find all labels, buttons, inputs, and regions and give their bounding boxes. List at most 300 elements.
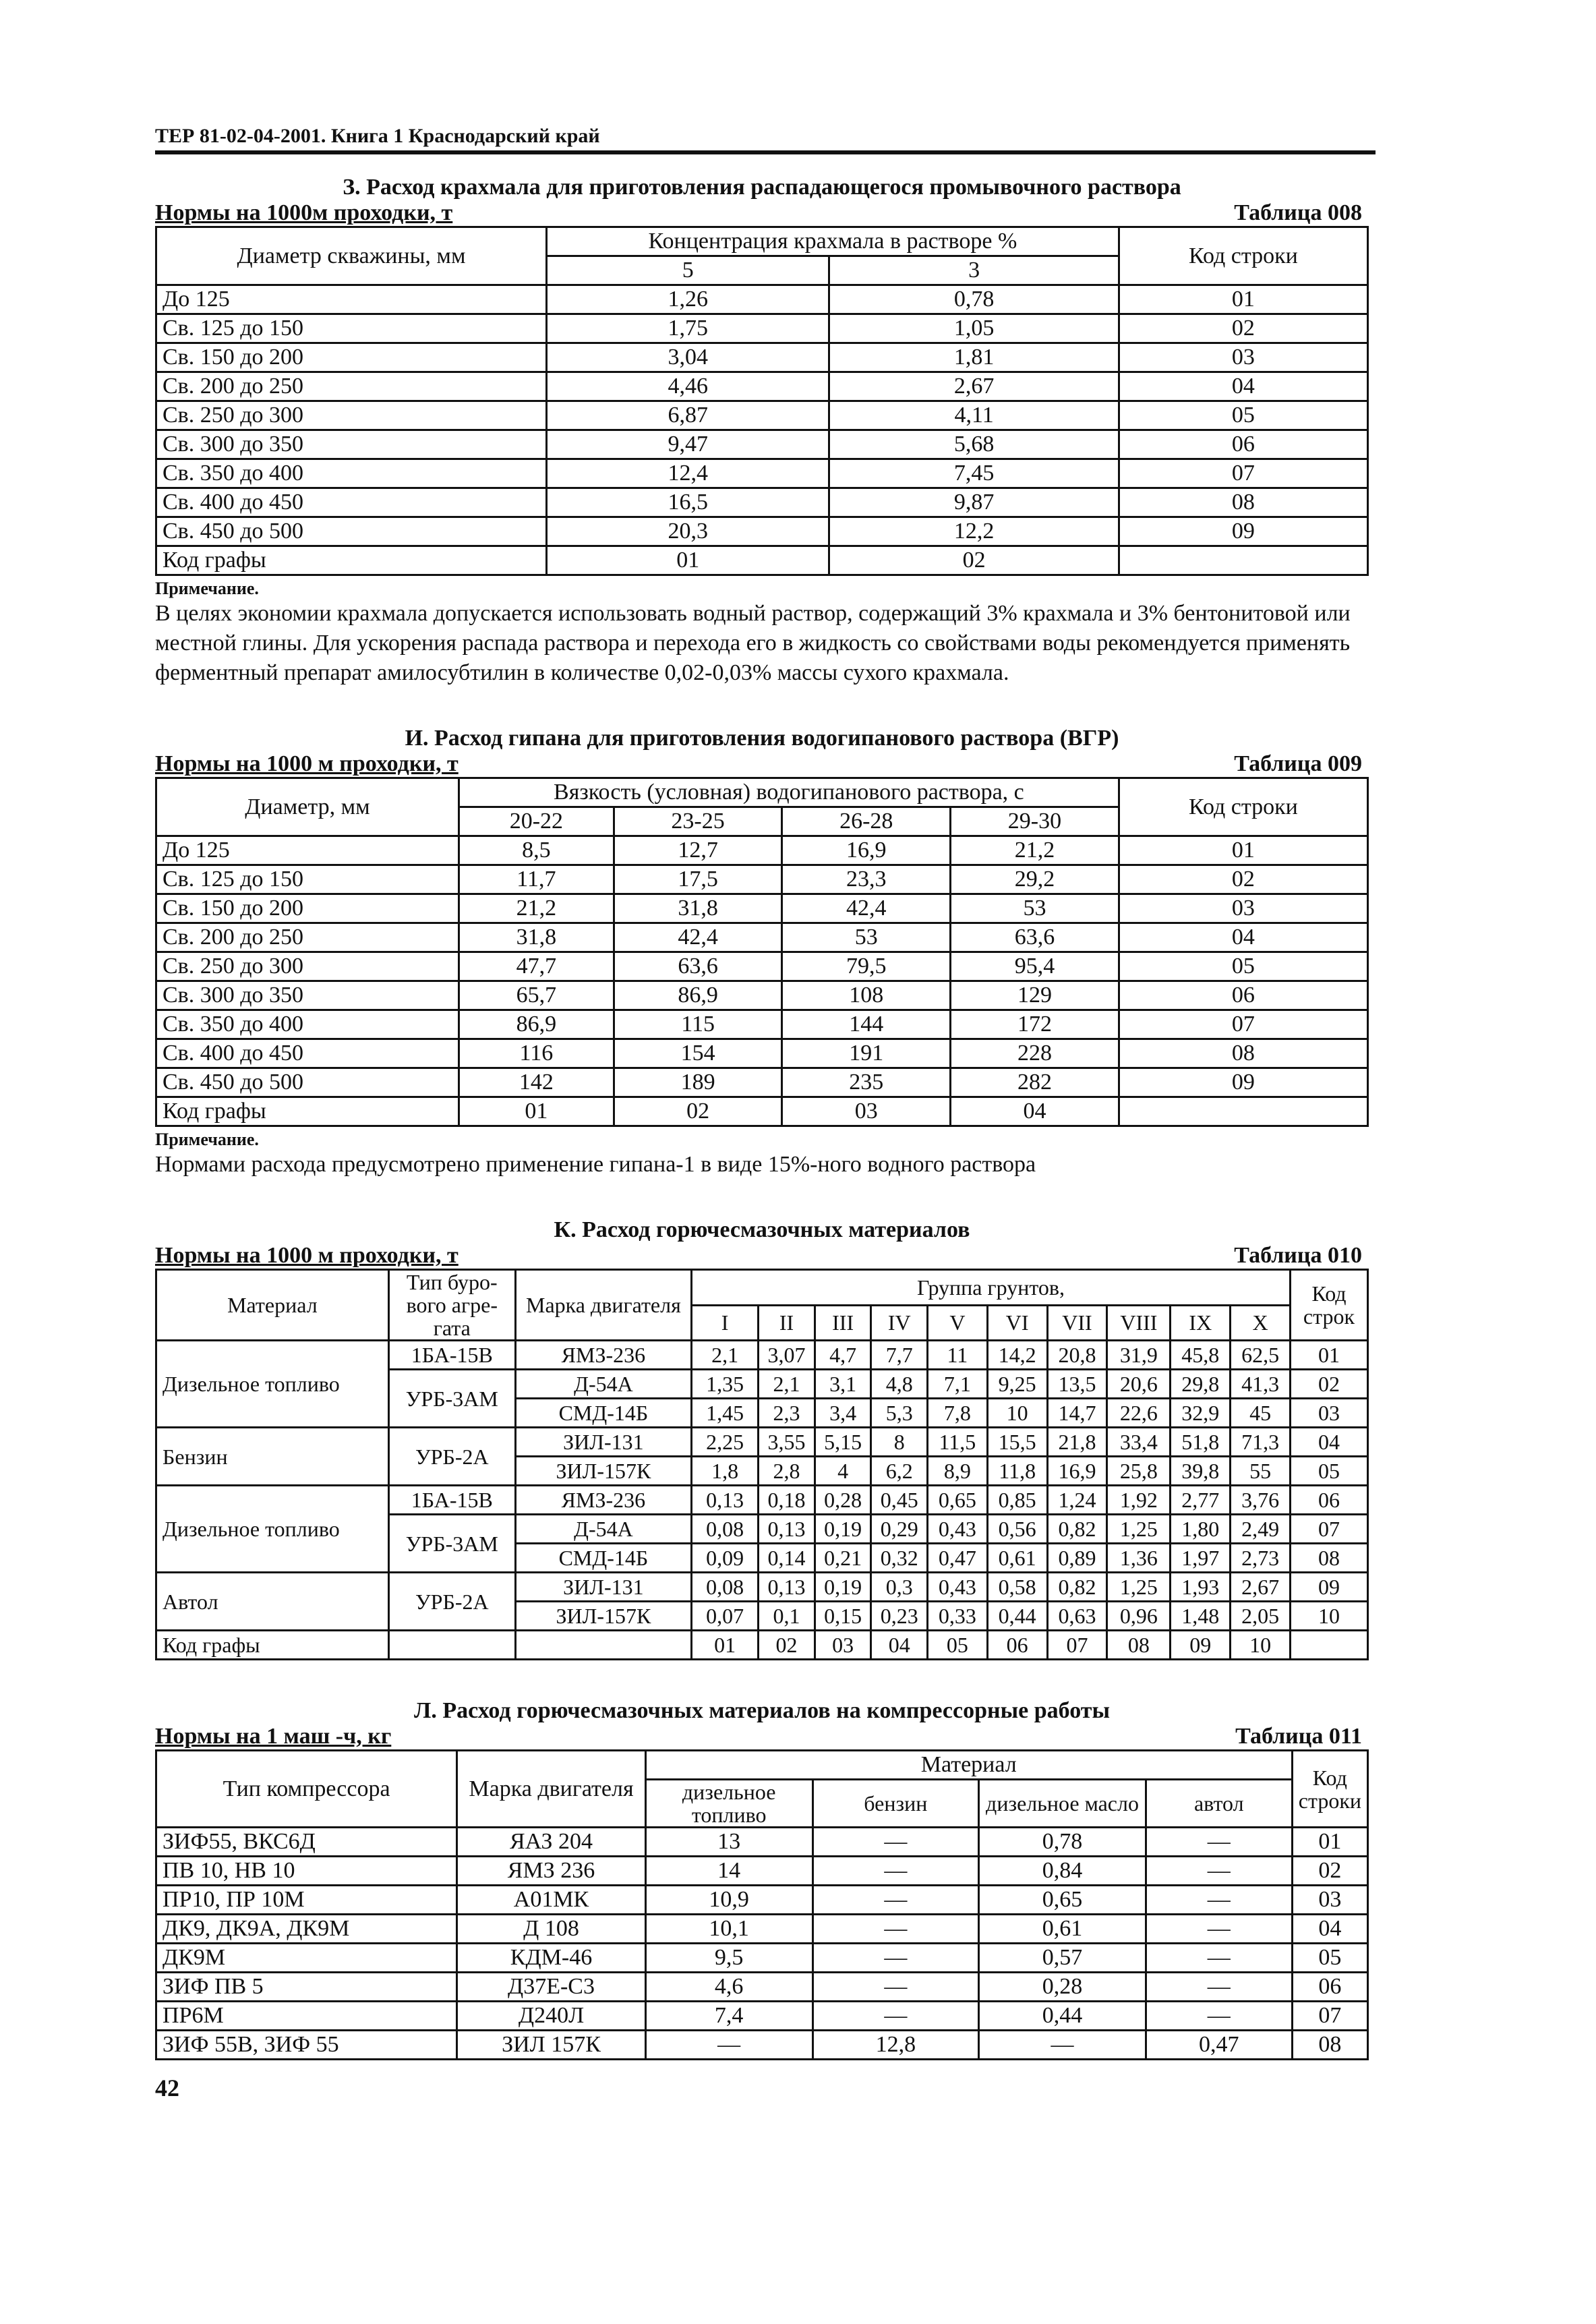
material-cell: Дизельное топливо (156, 1341, 389, 1428)
table-cell: 282 (951, 1068, 1119, 1097)
table-row (156, 1039, 1368, 1068)
col-header-material: Материал (645, 1751, 1292, 1780)
running-header: ТЕР 81-02-04-2001. Книга 1 Краснодарский край (155, 125, 1376, 154)
table-cell: 21,2 (951, 836, 1119, 865)
table-cell: 01 (1290, 1341, 1367, 1370)
norm-label: Нормы на 1000 м проходки, т (155, 751, 459, 776)
table-cell: 08 (1107, 1631, 1171, 1660)
rig-cell: УРБ-2А (388, 1573, 515, 1631)
table-cell: 4,11 (829, 401, 1119, 430)
table-cell: 4,7 (815, 1341, 871, 1370)
table-row (156, 1341, 1368, 1370)
table-cell: 189 (614, 1068, 782, 1097)
table-cell: 03 (1119, 343, 1367, 372)
table-row (156, 517, 1368, 546)
table-cell: 07 (1290, 1515, 1367, 1544)
table-row (156, 1068, 1368, 1097)
table-cell: 02 (1119, 865, 1367, 894)
table-cell: 45 (1231, 1399, 1291, 1428)
table-cell: 79,5 (782, 952, 951, 981)
table-cell: 2,25 (692, 1428, 759, 1457)
table-cell: 8,9 (927, 1457, 987, 1486)
table-cell: 31,8 (459, 923, 614, 952)
table-cell: 0,21 (815, 1544, 871, 1573)
table-cell: 0,57 (979, 1944, 1146, 1973)
table-cell: 02 (614, 1097, 782, 1126)
table-cell: 0,89 (1047, 1544, 1107, 1573)
table-cell: 32,9 (1171, 1399, 1231, 1428)
table-body (156, 836, 1368, 1126)
section-011 (155, 1698, 1369, 2060)
table-cell: 01 (459, 1097, 614, 1126)
material-cell: Автол (156, 1573, 389, 1631)
table-cell: 191 (782, 1039, 951, 1068)
table-cell: 12,2 (829, 517, 1119, 546)
material-cell: Дизельное топливо (156, 1486, 389, 1573)
table-cell: — (812, 1915, 979, 1944)
code-row (156, 1097, 1368, 1126)
col-header-engine: Марка двигателя (515, 1270, 691, 1341)
table-cell: 07 (1119, 1010, 1367, 1039)
table-cell: — (645, 2031, 812, 2060)
table-011 (155, 1749, 1369, 2060)
table-cell: 142 (459, 1068, 614, 1097)
table-009 (155, 777, 1369, 1127)
table-cell: Св. 150 до 200 (156, 343, 547, 372)
table-cell: 1,81 (829, 343, 1119, 372)
table-cell: 9,47 (547, 430, 829, 459)
table-cell: 116 (459, 1039, 614, 1068)
table-row (156, 1944, 1368, 1973)
table-row (156, 314, 1368, 343)
empty-cell (515, 1631, 691, 1660)
table-cell: 42,4 (614, 923, 782, 952)
col-header-material: Материал (156, 1270, 389, 1341)
table-cell: 05 (1290, 1457, 1367, 1486)
table-cell: 02 (829, 546, 1119, 575)
table-cell: 0,65 (979, 1886, 1146, 1915)
empty-cell (388, 1631, 515, 1660)
table-cell: 0,84 (979, 1857, 1146, 1886)
table-cell: 53 (782, 923, 951, 952)
table-cell: Св. 200 до 250 (156, 372, 547, 401)
table-row (156, 1973, 1368, 2002)
table-row (156, 2031, 1368, 2060)
table-cell: 0,13 (692, 1486, 759, 1515)
table-cell: 02 (759, 1631, 815, 1660)
table-cell: 04 (1290, 1428, 1367, 1457)
table-cell: 53 (951, 894, 1119, 923)
col-header-group: IV (871, 1305, 928, 1341)
norm-line-008 (155, 200, 1362, 226)
table-cell: 0,28 (815, 1486, 871, 1515)
table-body (156, 1828, 1368, 2060)
table-cell: 5,68 (829, 430, 1119, 459)
table-cell: 228 (951, 1039, 1119, 1068)
table-cell: 23,3 (782, 865, 951, 894)
col-header-group: V (927, 1305, 987, 1341)
table-cell: 172 (951, 1010, 1119, 1039)
norm-line-010 (155, 1243, 1362, 1269)
table-cell: 0,23 (871, 1602, 928, 1631)
table-010 (155, 1269, 1369, 1660)
table-row (156, 923, 1368, 952)
table-cell: 13 (645, 1828, 812, 1857)
table-cell: 15,5 (987, 1428, 1047, 1457)
rig-cell: УРБ-2А (388, 1428, 515, 1486)
table-cell: 0,09 (692, 1544, 759, 1573)
table-cell: 0,13 (759, 1515, 815, 1544)
table-cell: 10 (1290, 1602, 1367, 1631)
table-row (156, 836, 1368, 865)
table-cell: Д37Е-С3 (457, 1973, 646, 2002)
norm-label: Нормы на 1 маш -ч, кг (155, 1724, 392, 1749)
table-row (156, 1857, 1368, 1886)
table-cell: 2,8 (759, 1457, 815, 1486)
table-label: Таблица 010 (1234, 1243, 1362, 1268)
table-cell: Св. 150 до 200 (156, 894, 459, 923)
col-header-group: VIII (1107, 1305, 1171, 1341)
norm-line-009 (155, 751, 1362, 777)
table-cell: 4,46 (547, 372, 829, 401)
table-cell: ЗИФ ПВ 5 (156, 1973, 457, 2002)
table-cell: 06 (987, 1631, 1047, 1660)
table-cell: 3,55 (759, 1428, 815, 1457)
table-cell: 31,8 (614, 894, 782, 923)
table-cell: Св. 300 до 350 (156, 430, 547, 459)
table-cell: 08 (1290, 1544, 1367, 1573)
table-cell: 7,4 (645, 2002, 812, 2031)
table-cell: 45,8 (1171, 1341, 1231, 1370)
table-cell: ЗИФ55, ВКС6Д (156, 1828, 457, 1857)
table-cell: 07 (1119, 459, 1367, 488)
col-header-diameter: Диаметр, мм (156, 778, 459, 836)
table-cell: 0,28 (979, 1973, 1146, 2002)
table-cell: 25,8 (1107, 1457, 1171, 1486)
table-cell (1119, 1097, 1367, 1126)
table-cell: 09 (1119, 1068, 1367, 1097)
col-header-code: Код строки (1119, 778, 1367, 836)
table-cell: ЗИЛ-157К (515, 1602, 691, 1631)
table-cell: 03 (1119, 894, 1367, 923)
table-cell: 7,7 (871, 1341, 928, 1370)
col-header-viscosity: Вязкость (условная) водогипанового раствора, с (459, 778, 1119, 807)
col-header-compressor-type: Тип компрессора (156, 1751, 457, 1828)
table-cell: 3,1 (815, 1370, 871, 1399)
section-title-008: З. Расход крахмала для приготовления распадающегося промывочного раствора (343, 175, 1181, 200)
table-cell: Св. 350 до 400 (156, 459, 547, 488)
table-cell: ЯМЗ 236 (457, 1857, 646, 1886)
section-title-011: Л. Расход горючесмазочных материалов на компрессорные работы (413, 1698, 1110, 1723)
table-cell: 08 (1119, 488, 1367, 517)
col-header-5pct: 5 (547, 256, 829, 285)
table-cell: Св. 125 до 150 (156, 314, 547, 343)
table-cell: 8,5 (459, 836, 614, 865)
table-cell: 0,45 (871, 1486, 928, 1515)
table-cell: 65,7 (459, 981, 614, 1010)
table-cell: 10 (987, 1399, 1047, 1428)
col-header-group: VI (987, 1305, 1047, 1341)
table-row (156, 488, 1368, 517)
table-cell: 1,26 (547, 285, 829, 314)
table-cell: ПР10, ПР 10М (156, 1886, 457, 1915)
table-cell: 0,29 (871, 1515, 928, 1544)
table-body (156, 285, 1368, 575)
table-cell: 05 (1119, 401, 1367, 430)
empty-cell (1290, 1631, 1367, 1660)
table-cell: ЗИЛ-157К (515, 1457, 691, 1486)
table-cell: ПР6М (156, 2002, 457, 2031)
table-cell: ДК9М (156, 1944, 457, 1973)
table-cell: 04 (1119, 923, 1367, 952)
table-cell: 0,78 (829, 285, 1119, 314)
table-cell: 2,67 (829, 372, 1119, 401)
col-header-concentration: Концентрация крахмала в растворе % (547, 227, 1119, 256)
col-header-diameter: Диаметр скважины, мм (156, 227, 547, 285)
table-cell: ДК9, ДК9А, ДК9М (156, 1915, 457, 1944)
table-cell: 31,9 (1107, 1341, 1171, 1370)
table-cell: 14,2 (987, 1341, 1047, 1370)
table-cell: Св. 450 до 500 (156, 517, 547, 546)
table-cell: 235 (782, 1068, 951, 1097)
table-cell: Код графы (156, 546, 547, 575)
table-cell: 0,33 (927, 1602, 987, 1631)
table-cell: 1,80 (1171, 1515, 1231, 1544)
table-cell: 41,3 (1231, 1370, 1291, 1399)
table-row (156, 1915, 1368, 1944)
table-cell: 2,67 (1231, 1573, 1291, 1602)
note-text: В целях экономии крахмала допускается использовать водный раствор, содержащий 3% крахмала и 3% бентонитовой или местной глины. Для ускорения распада раствора и перехода его в жидкость со свойствами воды рекомендуется применять ферментный препарат амилосубтилин в количестве 0,02-0,03% массы сухого крахмала. (155, 601, 1351, 685)
section-title-010: К. Расход горючесмазочных материалов (554, 1217, 970, 1242)
table-cell: 20,6 (1107, 1370, 1171, 1399)
note-heading: Примечание. (155, 1130, 259, 1149)
table-cell: Св. 400 до 450 (156, 488, 547, 517)
table-cell: 02 (1292, 1857, 1367, 1886)
table-cell: 42,4 (782, 894, 951, 923)
table-cell: Св. 250 до 300 (156, 952, 459, 981)
col-header-soil-groups: Группа грунтов, (692, 1270, 1291, 1306)
table-cell: А01МК (457, 1886, 646, 1915)
table-cell: 2,3 (759, 1399, 815, 1428)
table-cell: — (1146, 2002, 1292, 2031)
norm-label: Нормы на 1000м проходки, т (155, 200, 453, 225)
table-cell: Код графы (156, 1097, 459, 1126)
col-header-group: IX (1171, 1305, 1231, 1341)
table-cell: 0,96 (1107, 1602, 1171, 1631)
col-header-v1: 20-22 (459, 807, 614, 836)
table-cell: 154 (614, 1039, 782, 1068)
table-cell: 11 (927, 1341, 987, 1370)
section-008 (155, 175, 1369, 688)
table-cell: 01 (692, 1631, 759, 1660)
col-header-3pct: 3 (829, 256, 1119, 285)
section-title-009: И. Расход гипана для приготовления водогипанового раствора (ВГР) (405, 726, 1119, 751)
table-cell: 0,47 (1146, 2031, 1292, 2060)
table-cell: 06 (1119, 981, 1367, 1010)
table-cell: 0,07 (692, 1602, 759, 1631)
table-cell: 14,7 (1047, 1399, 1107, 1428)
section-010 (155, 1217, 1369, 1660)
table-row (156, 1428, 1368, 1457)
table-cell: 6,87 (547, 401, 829, 430)
table-cell: 20,3 (547, 517, 829, 546)
table-cell: 0,14 (759, 1544, 815, 1573)
table-row (156, 401, 1368, 430)
rig-cell: 1БА-15В (388, 1486, 515, 1515)
table-cell: 2,05 (1231, 1602, 1291, 1631)
table-cell: 51,8 (1171, 1428, 1231, 1457)
table-cell: Св. 250 до 300 (156, 401, 547, 430)
table-cell: 0,08 (692, 1573, 759, 1602)
table-cell: 63,6 (614, 952, 782, 981)
table-cell: 01 (1292, 1828, 1367, 1857)
table-cell: — (1146, 1828, 1292, 1857)
table-label: Таблица 008 (1234, 200, 1362, 225)
table-cell: 0,44 (987, 1602, 1047, 1631)
table-row (156, 1573, 1368, 1602)
rig-cell: УРБ-3АМ (388, 1515, 515, 1573)
table-cell: — (812, 1973, 979, 2002)
col-header-diesel-oil: дизельное масло (979, 1780, 1146, 1828)
table-cell: ЯМЗ-236 (515, 1341, 691, 1370)
table-cell: 09 (1119, 517, 1367, 546)
col-header-code: Код строк (1290, 1270, 1367, 1341)
table-cell: До 125 (156, 836, 459, 865)
table-cell: 0,18 (759, 1486, 815, 1515)
table-cell: 10,1 (645, 1915, 812, 1944)
col-header-petrol: бензин (812, 1780, 979, 1828)
table-cell: — (1146, 1857, 1292, 1886)
table-cell: 4 (815, 1457, 871, 1486)
table-cell: ЗИЛ-131 (515, 1428, 691, 1457)
table-cell: 0,61 (987, 1544, 1047, 1573)
table-cell: 33,4 (1107, 1428, 1171, 1457)
table-cell: Д-54А (515, 1370, 691, 1399)
table-cell: 13,5 (1047, 1370, 1107, 1399)
table-cell: 3,07 (759, 1341, 815, 1370)
table-cell: 129 (951, 981, 1119, 1010)
table-row (156, 894, 1368, 923)
table-cell: 2,77 (1171, 1486, 1231, 1515)
col-header-group: VII (1047, 1305, 1107, 1341)
table-row (156, 430, 1368, 459)
table-cell: 0,13 (759, 1573, 815, 1602)
table-cell: 29,8 (1171, 1370, 1231, 1399)
table-cell: 0,3 (871, 1573, 928, 1602)
table-cell: ЯАЗ 204 (457, 1828, 646, 1857)
table-cell: 06 (1292, 1973, 1367, 2002)
table-cell: 0,82 (1047, 1515, 1107, 1544)
table-cell: Св. 125 до 150 (156, 865, 459, 894)
table-cell: 0,56 (987, 1515, 1047, 1544)
table-cell: 21,2 (459, 894, 614, 923)
table-cell: — (812, 1944, 979, 1973)
table-cell: 16,9 (1047, 1457, 1107, 1486)
table-row (156, 952, 1368, 981)
table-cell: 55 (1231, 1457, 1291, 1486)
table-cell: 22,6 (1107, 1399, 1171, 1428)
col-header-v3: 26-28 (782, 807, 951, 836)
table-row (156, 372, 1368, 401)
table-cell: — (979, 2031, 1146, 2060)
table-cell: 1,45 (692, 1399, 759, 1428)
table-cell: 16,5 (547, 488, 829, 517)
table-cell: 4,8 (871, 1370, 928, 1399)
table-cell: 17,5 (614, 865, 782, 894)
table-cell: 02 (1119, 314, 1367, 343)
table-cell: 04 (871, 1631, 928, 1660)
table-cell: 02 (1290, 1370, 1367, 1399)
table-cell: Д240Л (457, 2002, 646, 2031)
table-cell: 8 (871, 1428, 928, 1457)
table-cell: КДМ-46 (457, 1944, 646, 1973)
table-cell: Св. 350 до 400 (156, 1010, 459, 1039)
table-cell: 11,7 (459, 865, 614, 894)
table-cell: 7,45 (829, 459, 1119, 488)
table-cell: 07 (1292, 2002, 1367, 2031)
table-cell: 86,9 (614, 981, 782, 1010)
table-cell: 10,9 (645, 1886, 812, 1915)
table-cell: 1,24 (1047, 1486, 1107, 1515)
table-cell: 05 (1119, 952, 1367, 981)
table-row (156, 343, 1368, 372)
table-cell: 1,75 (547, 314, 829, 343)
table-cell: 08 (1292, 2031, 1367, 2060)
table-cell: 71,3 (1231, 1428, 1291, 1457)
table-cell: 0,08 (692, 1515, 759, 1544)
table-row (156, 285, 1368, 314)
table-cell: 1,35 (692, 1370, 759, 1399)
table-cell: 03 (1290, 1399, 1367, 1428)
table-cell: 3,76 (1231, 1486, 1291, 1515)
table-cell: 7,1 (927, 1370, 987, 1399)
table-cell: 39,8 (1171, 1457, 1231, 1486)
table-cell: — (1146, 1944, 1292, 1973)
table-cell: 5,3 (871, 1399, 928, 1428)
table-cell: ЯМЗ-236 (515, 1486, 691, 1515)
col-header-code: Код строки (1119, 227, 1367, 285)
table-cell: 1,97 (1171, 1544, 1231, 1573)
table-cell: 0,82 (1047, 1573, 1107, 1602)
norm-line-011 (155, 1724, 1362, 1749)
table-cell: 0,65 (927, 1486, 987, 1515)
table-cell: СМД-14Б (515, 1544, 691, 1573)
table-cell: 10 (1231, 1631, 1291, 1660)
table-cell: 12,7 (614, 836, 782, 865)
note-text: Нормами расхода предусмотрено применение гипана-1 в виде 15%-ного водного раствора (155, 1152, 1036, 1177)
table-cell: 144 (782, 1010, 951, 1039)
table-row (156, 1886, 1368, 1915)
table-cell: 03 (815, 1631, 871, 1660)
table-cell: 12,8 (812, 2031, 979, 2060)
rig-cell: 1БА-15В (388, 1341, 515, 1370)
table-cell: 0,32 (871, 1544, 928, 1573)
col-header-group: X (1231, 1305, 1291, 1341)
table-cell: 2,1 (692, 1341, 759, 1370)
table-cell: 29,2 (951, 865, 1119, 894)
table-cell: 09 (1171, 1631, 1231, 1660)
table-cell: 1,8 (692, 1457, 759, 1486)
table-row (156, 2002, 1368, 2031)
table-cell: 1,25 (1107, 1515, 1171, 1544)
table-cell: 6,2 (871, 1457, 928, 1486)
table-row (156, 1486, 1368, 1515)
col-header-group: III (815, 1305, 871, 1341)
table-cell: 3,4 (815, 1399, 871, 1428)
table-cell: 9,5 (645, 1944, 812, 1973)
table-cell: 03 (1292, 1886, 1367, 1915)
table-row (156, 865, 1368, 894)
